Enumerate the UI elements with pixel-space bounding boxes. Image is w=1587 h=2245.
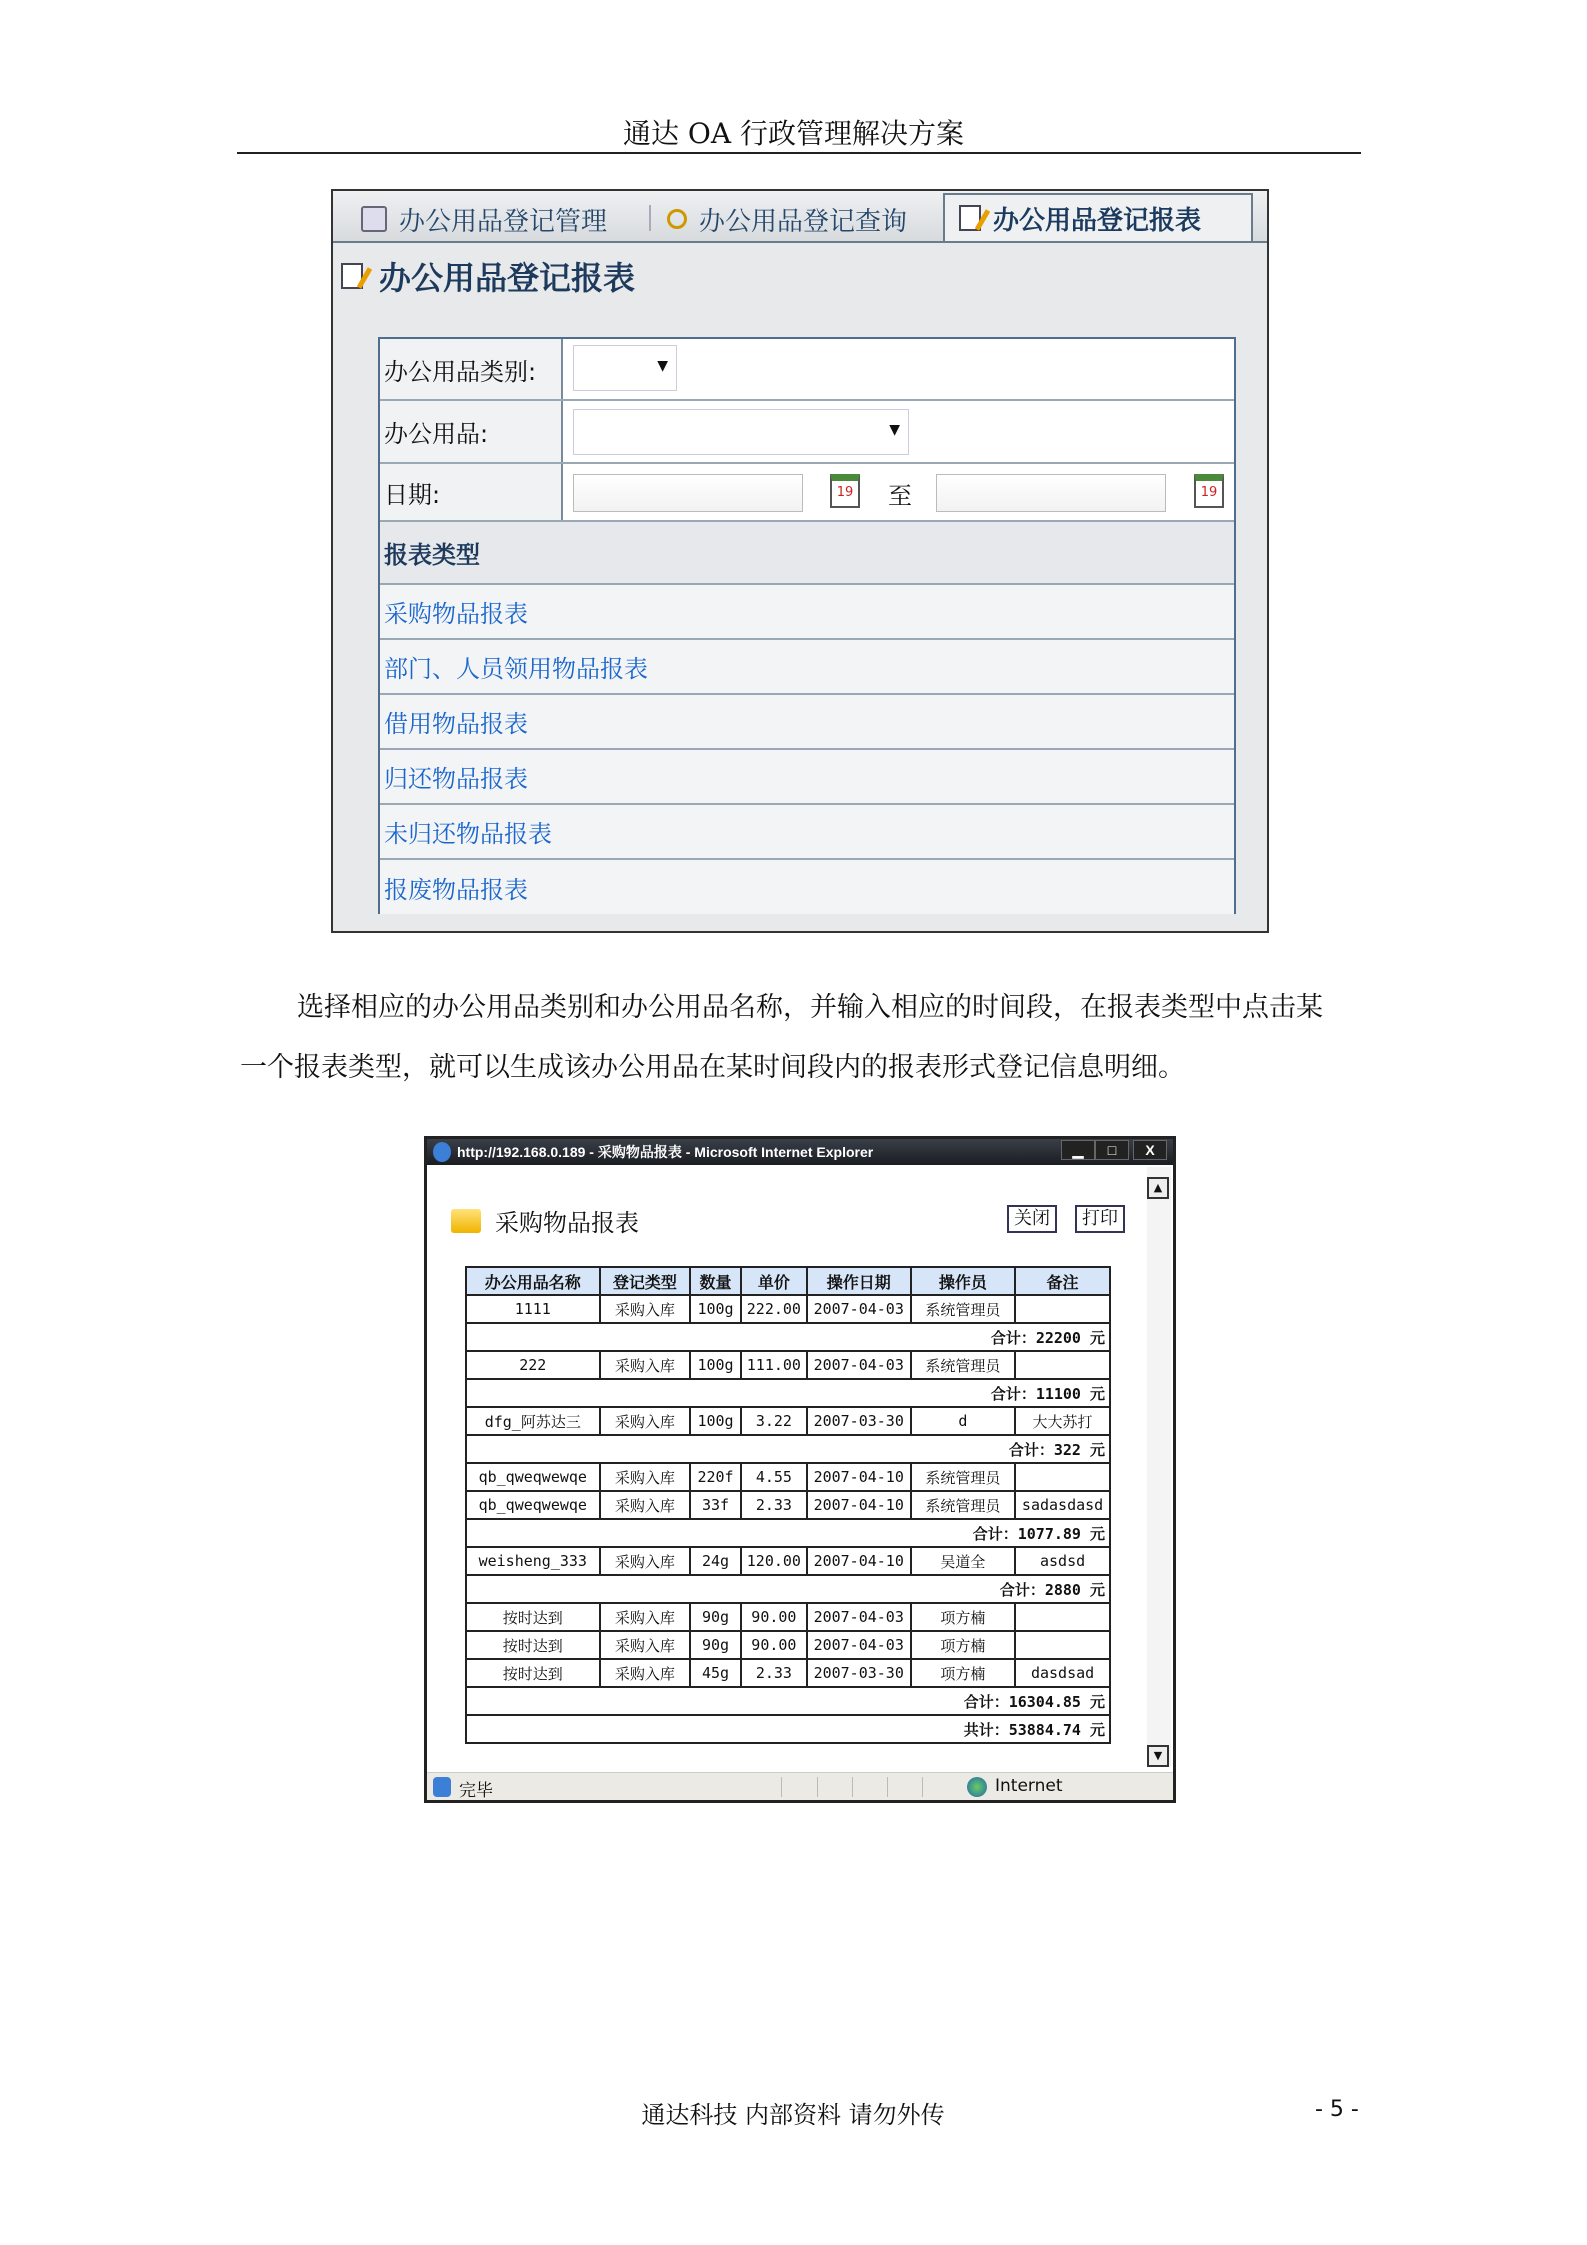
calendar-day: 19 (836, 485, 854, 500)
category-label: 办公用品类别: (380, 339, 563, 399)
table-cell: 90.00 (741, 1603, 807, 1631)
category-row (380, 339, 1234, 401)
report-title-text: 采购物品报表 (495, 1209, 639, 1237)
table-cell: 222 (466, 1351, 600, 1379)
subtotal-cell: 共计：53884.74 元 (466, 1715, 1110, 1743)
subtotal-row (466, 1435, 1110, 1463)
report-link-return[interactable]: 归还物品报表 (380, 750, 1234, 805)
table-cell: 按时达到 (466, 1659, 600, 1687)
category-select[interactable] (573, 345, 677, 391)
calendar-day: 19 (1200, 485, 1218, 500)
tab-registration-management[interactable] (361, 197, 607, 241)
status-text: 完毕 (459, 1781, 493, 1801)
table-cell: 100g (690, 1295, 741, 1323)
subtotal-row (466, 1379, 1110, 1407)
table-cell (1015, 1463, 1110, 1491)
table-cell: sadasdasd (1015, 1491, 1110, 1519)
scroll-down-button[interactable]: ▼ (1147, 1745, 1169, 1767)
table-cell: 按时达到 (466, 1603, 600, 1631)
table-cell: 采购入库 (600, 1407, 691, 1435)
tab-label: 办公用品登记查询 (699, 206, 908, 237)
subtotal-cell: 合计：11100 元 (466, 1379, 1110, 1407)
globe-icon (967, 1777, 987, 1797)
paragraph-line: 选择相应的办公用品类别和办公用品名称，并输入相应的时间段，在报表类型中点击某 (297, 992, 1323, 1023)
close-button[interactable]: 关闭 (1007, 1205, 1057, 1233)
subtotal-row (466, 1323, 1110, 1351)
item-select[interactable] (573, 409, 909, 455)
table-cell: 系统管理员 (911, 1491, 1015, 1519)
subtotal-row (466, 1575, 1110, 1603)
subtotal-cell: 合计：16304.85 元 (466, 1687, 1110, 1715)
subtotal-row (466, 1519, 1110, 1547)
table-cell: 100g (690, 1351, 741, 1379)
to-label: 至 (888, 482, 912, 510)
table-cell: 采购入库 (600, 1603, 691, 1631)
table-cell: 222.00 (741, 1295, 807, 1323)
table-cell: 采购入库 (600, 1631, 691, 1659)
table-cell: 33f (690, 1491, 741, 1519)
document-footer: 通达科技 内部资料 请勿外传 (641, 2101, 945, 2129)
status-divider (922, 1777, 923, 1797)
table-cell: 2007-04-03 (807, 1631, 911, 1659)
table-row (466, 1603, 1110, 1631)
page-number: - 5 - (1315, 2097, 1359, 2122)
table-cell: 3.22 (741, 1407, 807, 1435)
vertical-scrollbar[interactable] (1147, 1167, 1171, 1767)
table-row (466, 1295, 1110, 1323)
table-row (466, 1407, 1110, 1435)
table-cell: 项方楠 (911, 1631, 1015, 1659)
table-cell: 项方楠 (911, 1603, 1015, 1631)
document-header: 通达 OA 行政管理解决方案 (623, 117, 964, 150)
calendar-icon[interactable] (830, 474, 860, 508)
date-to-input[interactable] (936, 474, 1166, 512)
maximize-button[interactable]: □ (1095, 1140, 1129, 1160)
body-paragraph (240, 978, 1420, 1098)
table-row (466, 1631, 1110, 1659)
table-cell: dfg_阿苏达三 (466, 1407, 600, 1435)
table-cell: 2007-04-03 (807, 1295, 911, 1323)
table-cell: 4.55 (741, 1463, 807, 1491)
table-cell: 采购入库 (600, 1659, 691, 1687)
table-row (466, 1351, 1110, 1379)
tab-divider (649, 205, 651, 231)
table-cell: 采购入库 (600, 1295, 691, 1323)
table-cell: 45g (690, 1659, 741, 1687)
table-cell: 2007-04-10 (807, 1491, 911, 1519)
table-cell: 吴道全 (911, 1547, 1015, 1575)
column-header: 登记类型 (600, 1267, 691, 1295)
close-window-button[interactable]: X (1133, 1140, 1167, 1160)
table-cell: 采购入库 (600, 1491, 691, 1519)
security-zone: Internet (995, 1776, 1063, 1796)
table-cell: 大大苏打 (1015, 1407, 1110, 1435)
status-bar (427, 1772, 1173, 1800)
status-divider (817, 1777, 818, 1797)
report-type-header: 报表类型 (380, 522, 1234, 585)
table-cell: d (911, 1407, 1015, 1435)
table-cell: weisheng_333 (466, 1547, 600, 1575)
column-header: 数量 (690, 1267, 741, 1295)
table-row (466, 1659, 1110, 1687)
table-cell: qb_qweqwewqe (466, 1491, 600, 1519)
minimize-button[interactable]: ▁ (1061, 1140, 1095, 1160)
column-header: 备注 (1015, 1267, 1110, 1295)
status-divider (852, 1777, 853, 1797)
subtotal-row (466, 1687, 1110, 1715)
tab-label: 办公用品登记报表 (993, 205, 1202, 236)
item-row (380, 401, 1234, 464)
status-divider (781, 1777, 782, 1797)
table-header-row (466, 1267, 1110, 1295)
report-link-department[interactable]: 部门、人员领用物品报表 (380, 640, 1234, 695)
subtotal-cell: 合计：322 元 (466, 1435, 1110, 1463)
tab-registration-query[interactable] (667, 197, 907, 241)
page-title-text: 办公用品登记报表 (379, 259, 636, 297)
header-rule (237, 152, 1361, 154)
printer-icon (361, 206, 387, 232)
subtotal-cell: 合计：1077.89 元 (466, 1519, 1110, 1547)
table-cell: asdsd (1015, 1547, 1110, 1575)
table-row (466, 1547, 1110, 1575)
status-divider (887, 1777, 888, 1797)
table-cell: dasdsad (1015, 1659, 1110, 1687)
report-title (451, 1203, 639, 1238)
date-from-input[interactable] (573, 474, 803, 512)
column-header: 办公用品名称 (466, 1267, 600, 1295)
table-cell: 90.00 (741, 1631, 807, 1659)
table-cell: 2007-04-03 (807, 1351, 911, 1379)
report-link-scrapped[interactable]: 报废物品报表 (380, 860, 1234, 914)
paragraph-line: 一个报表类型，就可以生成该办公用品在某时间段内的报表形式登记信息明细。 (240, 1052, 1185, 1083)
report-form-screenshot (331, 189, 1269, 933)
date-label: 日期: (380, 464, 563, 520)
table-cell: qb_qweqwewqe (466, 1463, 600, 1491)
table-cell: 24g (690, 1547, 741, 1575)
table-cell: 2007-04-03 (807, 1603, 911, 1631)
search-icon (667, 209, 687, 229)
table-cell (1015, 1295, 1110, 1323)
report-form (378, 337, 1236, 914)
table-cell: 220f (690, 1463, 741, 1491)
table-cell: 2007-03-30 (807, 1407, 911, 1435)
table-cell: 2007-04-10 (807, 1547, 911, 1575)
tab-bar (333, 191, 1267, 243)
table-cell: 系统管理员 (911, 1295, 1015, 1323)
table-cell: 90g (690, 1603, 741, 1631)
table-cell (1015, 1603, 1110, 1631)
purchase-report-table (465, 1266, 1111, 1744)
table-cell: 2007-04-10 (807, 1463, 911, 1491)
table-cell (1015, 1631, 1110, 1659)
table-row (466, 1491, 1110, 1519)
table-cell: 系统管理员 (911, 1351, 1015, 1379)
table-cell: 111.00 (741, 1351, 807, 1379)
table-row (466, 1463, 1110, 1491)
table-cell: 按时达到 (466, 1631, 600, 1659)
table-cell: 2.33 (741, 1659, 807, 1687)
tab-label: 办公用品登记管理 (399, 206, 608, 237)
ie-icon (433, 1142, 451, 1162)
table-cell: 采购入库 (600, 1547, 691, 1575)
table-cell (1015, 1351, 1110, 1379)
table-cell: 90g (690, 1631, 741, 1659)
subtotal-cell: 合计：22200 元 (466, 1323, 1110, 1351)
subtotal-row (466, 1715, 1110, 1743)
calendar-icon[interactable] (1194, 474, 1224, 508)
table-cell: 系统管理员 (911, 1463, 1015, 1491)
report-link-unreturned[interactable]: 未归还物品报表 (380, 805, 1234, 860)
window-title: http://192.168.0.189 - 采购物品报表 - Microsoft Internet Explorer (457, 1144, 874, 1160)
page-title (341, 253, 635, 299)
edit-icon (959, 205, 981, 231)
column-header: 单价 (741, 1267, 807, 1295)
window-titlebar (427, 1139, 1173, 1165)
ie-page-icon (433, 1777, 451, 1797)
print-button[interactable]: 打印 (1075, 1205, 1125, 1233)
column-header: 操作日期 (807, 1267, 911, 1295)
edit-icon (341, 263, 363, 289)
table-cell: 采购入库 (600, 1463, 691, 1491)
report-link-borrow[interactable]: 借用物品报表 (380, 695, 1234, 750)
report-link-purchase[interactable]: 采购物品报表 (380, 585, 1234, 640)
table-cell: 2.33 (741, 1491, 807, 1519)
date-row (380, 464, 1234, 522)
column-header: 操作员 (911, 1267, 1015, 1295)
table-cell: 120.00 (741, 1547, 807, 1575)
table-cell: 2007-03-30 (807, 1659, 911, 1687)
item-label: 办公用品: (380, 401, 563, 462)
folder-icon (451, 1209, 481, 1233)
scroll-up-button[interactable]: ▲ (1147, 1177, 1169, 1199)
table-cell: 1111 (466, 1295, 600, 1323)
table-cell: 项方楠 (911, 1659, 1015, 1687)
table-cell: 采购入库 (600, 1351, 691, 1379)
tab-registration-report[interactable] (943, 193, 1253, 241)
subtotal-cell: 合计：2880 元 (466, 1575, 1110, 1603)
ie-window (424, 1136, 1176, 1803)
table-cell: 100g (690, 1407, 741, 1435)
